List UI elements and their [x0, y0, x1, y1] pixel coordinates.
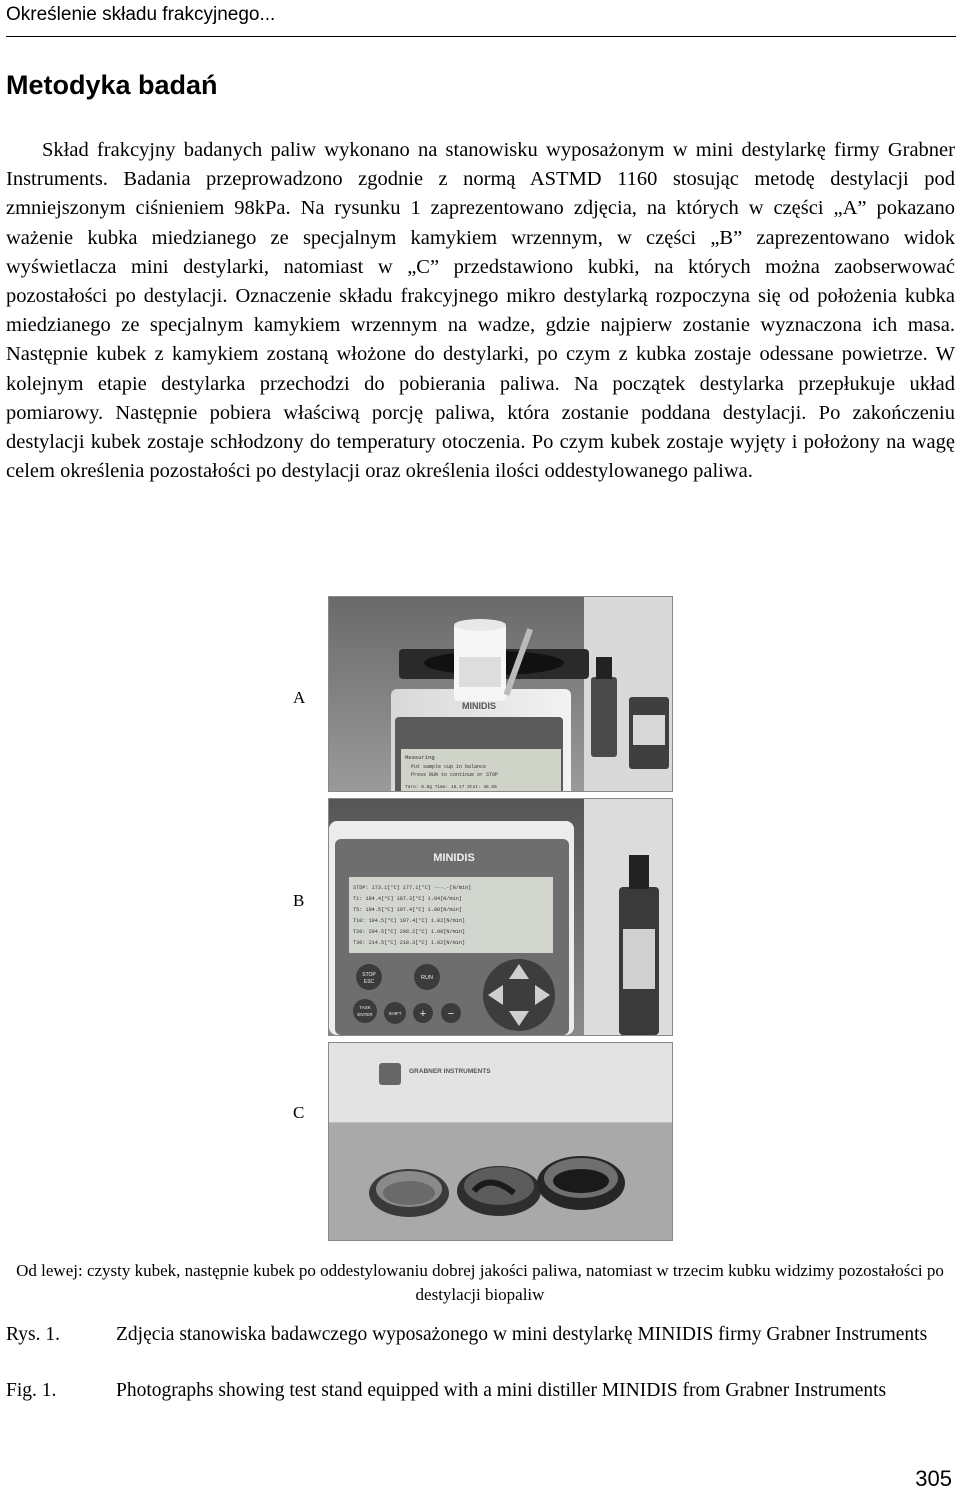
cup-with-biofuel-residue — [537, 1156, 625, 1210]
screen-a-line-2: Put sample cup in balance — [411, 764, 487, 770]
photo-panel-b — [328, 798, 673, 1036]
device-brand-b: MINIDIS — [433, 852, 475, 864]
photo-panel-a — [328, 596, 673, 792]
clean-cup — [369, 1169, 449, 1217]
minus-label: − — [447, 1008, 455, 1020]
direction-pad[interactable] — [483, 959, 555, 1031]
screen-a-line-1: Measuring — [405, 754, 435, 761]
plus-button[interactable] — [413, 1003, 433, 1023]
caption-number-en: Fig. 1. — [6, 1380, 57, 1401]
header-divider — [6, 36, 956, 37]
panel-label-c: C — [293, 1103, 305, 1122]
device-brand-a: MINIDIS — [461, 701, 497, 711]
panel-label-b: B — [293, 891, 305, 910]
screen-a-line-4: Tare: 0.0g Time: 16.17 Stat: 46.6% — [405, 785, 497, 790]
photo-panel-c — [328, 1042, 673, 1241]
stop-esc-button[interactable] — [356, 964, 382, 990]
caption-text-en: Photographs showing test stand equipped with a mini distiller MINIDIS from Grabner Instruments — [116, 1380, 887, 1401]
caption-text-pl: Zdjęcia stanowiska badawczego wyposażonego w mini destylarkę MINIDIS firmy Grabner Instruments — [116, 1324, 928, 1345]
screen-a-line-3: Press RUN to continue or STOP — [411, 772, 499, 778]
stop-label: STOP — [362, 972, 376, 978]
maker-logo-text: GRABNER INSTRUMENTS — [409, 1068, 491, 1075]
screen-b-line-1: STDP: 173.1[°C] 177.1[°C] ---.-[N/min] — [353, 885, 472, 891]
body-paragraph: Skład frakcyjny badanych paliw wykonano na stanowisku wyposażonym w mini destylarkę firmy Grabner Instruments. Badania przeprowadzono zgodnie z normą ASTMD 1160 stosując metodę destylacji pod zmniejszonym ciśnieniem 98kPa. Na rysunku 1 zaprezentowano zdjęcia, na których w części „A” pokazano ważenie kubka miedzianego ze specjalnym kamykiem wrzennym, w części „B” zaprezentowano widok wyświetlacza mini destylarki, natomiast w „C” przedstawiono kubki, na których można zaobserwować pozostałości po destylacji. Oznaczenie składu frakcyjnego mikro destylarką rozpoczyna się od położenia kubka miedzianego ze specjalnym kamykiem wrzennym na wadze, gdzie najpierw zostanie wyznaczona ich masa. Następnie kubek z kamykiem zostaną włożone do destylarki, po czym z kubka zostaje odessane powietrze. W kolejnym etapie destylarka przechodzi do pobierania paliwa. Na początek destylarka przepłukuje układ pomiarowy. Następnie pobiera właściwą porcję paliwa, która zostanie poddana destylacji. Po zakończeniu destylacji kubek zostaje schłodzony do temperatury otoczenia. Po czym kubek zostaje wyjęty i położony na wagę celem określenia pozostałości po destylacji oraz określenia ilości oddestylowanego paliwa. — [6, 139, 955, 483]
screen-b-line-3: T5: 194.5[°C] 197.4[°C] 1.00[N/min] — [353, 907, 462, 913]
caption-number-pl: Rys. 1. — [6, 1324, 60, 1345]
screen-b-line-2: T1: 184.4[°C] 187.3[°C] 1.04[N/min] — [353, 896, 462, 902]
screen-b-line-5: T20: 204.5[°C] 208.2[°C] 1.00[N/min] — [353, 929, 466, 935]
cup-after-good-fuel — [457, 1166, 541, 1216]
task-enter-button[interactable] — [353, 999, 377, 1023]
run-button[interactable] — [414, 964, 440, 990]
esc-label: ESC — [363, 979, 375, 985]
minus-button[interactable] — [441, 1003, 461, 1023]
run-label: RUN — [421, 975, 433, 981]
page-number: 305 — [915, 1466, 952, 1491]
figure-note: Od lewej: czysty kubek, następnie kubek po oddestylowaniu dobrej jakości paliwa, natomiast w trzecim kubku widzimy pozostałości po destylacji biopaliw — [16, 1261, 944, 1304]
plus-label: + — [419, 1008, 427, 1020]
shift-label: SHIFT — [388, 1011, 402, 1016]
enter-label: ENTER — [357, 1012, 373, 1017]
section-title: Metodyka badań — [6, 70, 218, 100]
shift-button[interactable] — [384, 1002, 406, 1024]
screen-b-line-4: T10: 194.5[°C] 197.4[°C] 1.02[N/min] — [353, 918, 466, 924]
task-label: TASK — [359, 1005, 371, 1010]
running-header: Określenie składu frakcyjnego... — [6, 4, 276, 25]
screen-b-line-6: T30: 214.5[°C] 218.3[°C] 1.02[N/min] — [353, 940, 466, 946]
panel-label-a: A — [293, 688, 306, 707]
